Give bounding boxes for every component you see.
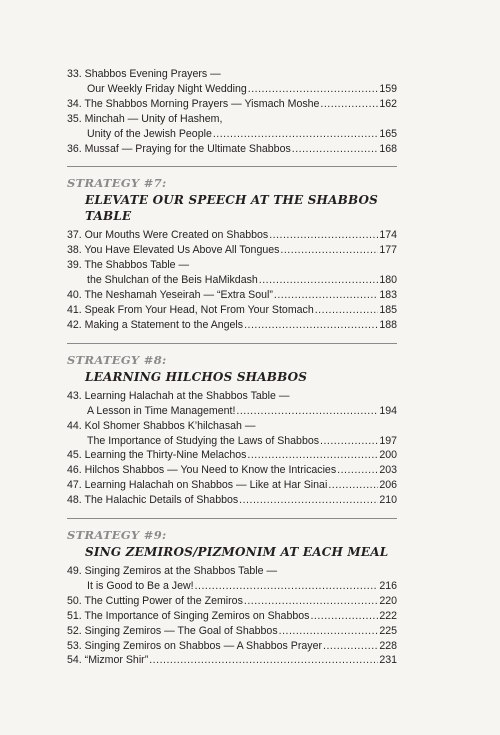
dot-leader	[310, 609, 378, 624]
toc-page-number: 203	[379, 464, 397, 477]
toc-entry-line	[67, 579, 397, 594]
toc-entry[interactable]	[67, 448, 397, 463]
toc-entry-line	[67, 624, 397, 639]
toc-page-number: 177	[379, 244, 397, 257]
toc-entry-title: 45. Learning the Thirty-Nine Melachos	[67, 449, 247, 462]
toc-entry[interactable]	[67, 97, 397, 112]
toc-entry[interactable]	[67, 493, 397, 508]
strategy-label: STRATEGY #8:	[67, 352, 167, 367]
toc-entry-line	[67, 653, 397, 668]
toc-entry[interactable]	[67, 258, 397, 288]
toc-entry-line	[67, 419, 397, 434]
toc-entry-title: 36. Mussaf — Praying for the Ultimate Shabbos	[67, 142, 291, 155]
toc-entry-title: 43. Learning Halachah at the Shabbos Table —	[67, 389, 290, 402]
toc-entry-title: 44. Kol Shomer Shabbos K’hilchasah —	[67, 419, 256, 432]
toc-entry-line	[67, 67, 397, 82]
dot-leader	[195, 579, 379, 594]
toc-entry-line	[67, 389, 397, 404]
toc-entry-title: 35. Minchah — Unity of Hashem,	[67, 112, 223, 125]
toc-entry[interactable]	[67, 288, 397, 303]
toc-entry-title: the Shulchan of the Beis HaMikdash	[87, 274, 258, 287]
toc-entry[interactable]	[67, 243, 397, 258]
dot-leader	[323, 639, 378, 654]
toc-entry-line	[67, 609, 397, 624]
toc-entry-line	[67, 463, 397, 478]
toc-page-number: 222	[379, 609, 397, 622]
toc-entry-title: 40. The Neshamah Yeseirah — “Extra Soul”	[67, 289, 273, 302]
dot-leader	[244, 594, 378, 609]
dot-leader	[269, 228, 378, 243]
toc-entry-line	[67, 273, 397, 288]
toc-entry-title: It is Good to Be a Jew!	[87, 579, 194, 592]
table-of-contents	[67, 67, 397, 668]
toc-entry-line	[67, 318, 397, 333]
dot-leader	[320, 434, 378, 449]
dot-leader	[213, 127, 378, 142]
toc-page-number: 180	[379, 274, 397, 287]
toc-entry[interactable]	[67, 303, 397, 318]
strategy-label: STRATEGY #7:	[67, 176, 167, 191]
toc-entry[interactable]	[67, 318, 397, 333]
toc-section-continued	[67, 67, 397, 156]
toc-page-number: 220	[379, 594, 397, 607]
toc-entry-line	[67, 142, 397, 157]
toc-entry[interactable]	[67, 419, 397, 449]
toc-page-number: 162	[379, 97, 397, 110]
toc-entry-line	[67, 564, 397, 579]
toc-entry[interactable]	[67, 564, 397, 594]
toc-entry-line	[67, 434, 397, 449]
dot-leader	[259, 273, 379, 288]
toc-entry-title: 39. The Shabbos Table —	[67, 259, 190, 272]
toc-page-number: 231	[379, 654, 397, 667]
toc-entry-line	[67, 82, 397, 97]
toc-entry-title: 49. Singing Zemiros at the Shabbos Table —	[67, 565, 278, 578]
toc-entry-title: 51. The Importance of Singing Zemiros on Shabbos	[67, 609, 310, 622]
toc-section-strategy	[67, 166, 397, 332]
toc-entry-line	[67, 97, 397, 112]
toc-entry-line	[67, 594, 397, 609]
toc-entry-title: 52. Singing Zemiros — The Goal of Shabbos	[67, 624, 278, 637]
toc-section-strategy	[67, 343, 397, 508]
toc-page-number: 174	[379, 229, 397, 242]
toc-entry[interactable]	[67, 389, 397, 419]
strategy-label: STRATEGY #9:	[67, 528, 167, 543]
toc-entry-line	[67, 639, 397, 654]
toc-page-number: 188	[379, 318, 397, 331]
toc-entry[interactable]	[67, 112, 397, 142]
toc-entry-title: 50. The Cutting Power of the Zemiros	[67, 594, 243, 607]
toc-entry-title: 42. Making a Statement to the Angels	[67, 318, 244, 331]
toc-entry-line	[67, 243, 397, 258]
dot-leader	[328, 478, 378, 493]
toc-entry[interactable]	[67, 639, 397, 654]
toc-entry[interactable]	[67, 67, 397, 97]
toc-entry-title: Our Weekly Friday Night Wedding	[87, 82, 247, 95]
toc-page-number: 200	[379, 449, 397, 462]
toc-entry-title: 48. The Halachic Details of Shabbos	[67, 494, 239, 507]
toc-page-number: 159	[379, 82, 397, 95]
toc-entry-line	[67, 478, 397, 493]
toc-entry-title: 41. Speak From Your Head, Not From Your Stomach	[67, 303, 314, 316]
toc-entry[interactable]	[67, 228, 397, 243]
toc-entry-line	[67, 228, 397, 243]
toc-entry-title: 33. Shabbos Evening Prayers —	[67, 68, 221, 80]
toc-entry-title: 53. Singing Zemiros on Shabbos — A Shabbos Prayer	[67, 639, 322, 652]
dot-leader	[280, 243, 378, 258]
dot-leader	[292, 142, 379, 157]
toc-entry-title: 37. Our Mouths Were Created on Shabbos	[67, 229, 269, 242]
toc-section-strategy	[67, 518, 397, 668]
toc-entry-title: 34. The Shabbos Morning Prayers — Yismach Moshe	[67, 97, 320, 110]
strategy-title: LEARNING HILCHOS SHABBOS	[85, 369, 308, 384]
dot-leader	[149, 653, 378, 668]
toc-entry-title: The Importance of Studying the Laws of Shabbos	[87, 434, 320, 447]
toc-entry-title: 38. You Have Elevated Us Above All Tongues	[67, 244, 280, 257]
toc-page-number: 216	[379, 579, 397, 592]
dot-leader	[320, 97, 378, 112]
toc-entry-line	[67, 288, 397, 303]
toc-page-number: 210	[379, 494, 397, 507]
toc-entry[interactable]	[67, 142, 397, 157]
toc-page-number: 197	[379, 434, 397, 447]
strategy-title: ELEVATE OUR SPEECH AT THE SHABBOS TABLE	[85, 193, 379, 224]
toc-page-number: 228	[379, 639, 397, 652]
dot-leader	[248, 82, 379, 97]
dot-leader	[337, 463, 378, 478]
toc-page-number: 165	[379, 127, 397, 140]
toc-entry-title: Unity of the Jewish People	[87, 127, 212, 140]
toc-entry-title: 54. “Mizmor Shir”	[67, 654, 149, 667]
strategy-title: SING ZEMIROS/PIZMONIM AT EACH MEAL	[85, 545, 389, 560]
toc-entry-line	[67, 127, 397, 142]
toc-entry-line	[67, 448, 397, 463]
toc-page-number: 183	[379, 289, 397, 302]
dot-leader	[315, 303, 379, 318]
toc-entry[interactable]	[67, 463, 397, 478]
dot-leader	[236, 404, 378, 419]
toc-entry-line	[67, 404, 397, 419]
toc-page-number: 168	[379, 142, 397, 155]
toc-entry-title: 47. Learning Halachah on Shabbos — Like at Har Sinai	[67, 479, 328, 492]
toc-entry[interactable]	[67, 609, 397, 624]
toc-entry-title: A Lesson in Time Management!	[87, 404, 236, 417]
toc-entry-line	[67, 303, 397, 318]
toc-entry-title: 46. Hilchos Shabbos — You Need to Know the Intricacies	[67, 464, 337, 477]
dot-leader	[247, 448, 378, 463]
toc-entry[interactable]	[67, 653, 397, 668]
toc-entry-line	[67, 258, 397, 273]
toc-entry[interactable]	[67, 624, 397, 639]
dot-leader	[279, 624, 379, 639]
toc-entry[interactable]	[67, 478, 397, 493]
toc-page-number: 185	[379, 303, 397, 316]
toc-entry-line	[67, 112, 397, 127]
toc-entry[interactable]	[67, 594, 397, 609]
toc-entry-line	[67, 493, 397, 508]
dot-leader	[244, 318, 378, 333]
dot-leader	[239, 493, 378, 508]
dot-leader	[274, 288, 378, 303]
toc-page-number: 194	[379, 404, 397, 417]
toc-page-number: 206	[379, 479, 397, 492]
toc-page-number: 225	[379, 624, 397, 637]
